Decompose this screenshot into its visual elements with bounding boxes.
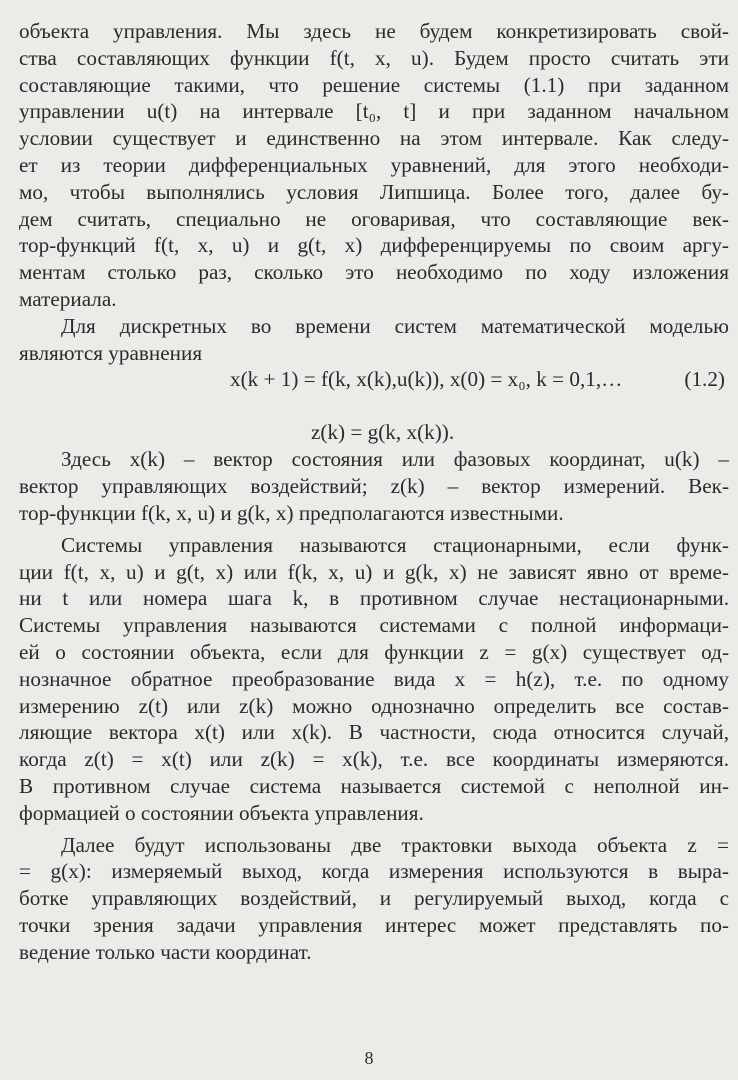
formula-measurement: z(k) = g(k, x(k)). [311,420,455,445]
paragraph [19,18,729,313]
paragraph [19,832,729,966]
equation-number: (1.2) [684,367,725,392]
text-line: ни t или номера шага k, в противном случае нестационарными. [19,586,729,611]
text-line: условии существует и единственно на этом интервале. Как следу- [19,126,729,151]
paragraph [19,532,729,827]
text-line: объекта управления. Мы здесь не будем конкретизировать свой- [19,19,729,43]
text-line: являются уравнения [19,340,203,365]
text-line: вектор управляющих воздействий; z(k) – вектор измерений. Век- [19,474,729,499]
text-line: Системы управления называются системами с полной информаци- [19,613,729,638]
formula-row [19,419,729,446]
formula-row [19,366,729,393]
text-line: точки зрения задачи управления интерес может представлять по- [19,912,729,937]
text-line: Здесь x(k) – вектор состояния или фазовых координат, u(k) – [61,447,729,472]
text-line: материала. [19,286,117,311]
text-line: ментам столько раз, сколько это необходимо по ходу изложения [19,260,729,285]
page-body [19,18,729,966]
text-line: нозначное обратное преобразование вида x = h(z), т.е. по одному [19,666,729,691]
formula-block [19,366,729,446]
text-line: ции f(t, x, u) и g(t, x) или f(k, x, u) и g(k, x) не зависят явно от време- [19,559,729,584]
text-line: управлении u(t) на интервале [t₀, t] и при заданном начальном [19,99,729,124]
text-line: составляющие такими, что решение системы (1.1) при заданном [19,72,729,97]
text-line: ства составляющих функции f(t, x, u). Будем просто считать эти [19,45,729,70]
text-line: тор-функций f(t, x, u) и g(t, x) дифференцируемы по своим аргу- [19,233,729,258]
text-line: когда z(t) = x(t) или z(k) = x(k), т.е. все координаты измеряются. [19,747,729,772]
paragraph [19,313,729,367]
text-line: Далее будут использованы две трактовки выхода объекта z = [61,832,729,857]
text-line: тор-функции f(k, x, u) и g(k, x) предполагаются известными. [19,500,564,525]
text-line: ботке управляющих воздействий, и регулируемый выход, когда с [19,886,729,911]
text-line: Для дискретных во времени систем математической моделью [61,313,729,338]
text-line: ет из теории дифференциальных уравнений, для этого необходи- [19,152,729,177]
text-line: дем считать, специально не оговаривая, что составляющие век- [19,206,729,231]
text-line: измерению z(t) или z(k) можно однозначно определить все состав- [19,693,729,718]
page-number: 8 [364,1048,374,1068]
text-line: В противном случае система называется системой с неполной ин- [19,773,729,798]
text-line: ей о состоянии объекта, если для функции z = g(x) существует од- [19,639,729,664]
text-line: формацией о состоянии объекта управления. [19,800,424,825]
formula-1-2: x(k + 1) = f(k, x(k),u(k)), x(0) = x₀, k = 0,1,… [230,367,623,392]
paragraph [19,446,729,526]
text-line: = g(x): измеряемый выход, когда измерения используются в выра- [19,859,729,884]
text-line: Системы управления называются стационарными, если функ- [61,532,729,557]
text-line: ляющие вектора x(t) или x(k). В частности, сюда относится случай, [19,720,729,745]
text-line: мо, чтобы выполнялись условия Липшица. Более того, далее бу- [19,179,729,204]
text-line: ведение только части координат. [19,939,312,964]
